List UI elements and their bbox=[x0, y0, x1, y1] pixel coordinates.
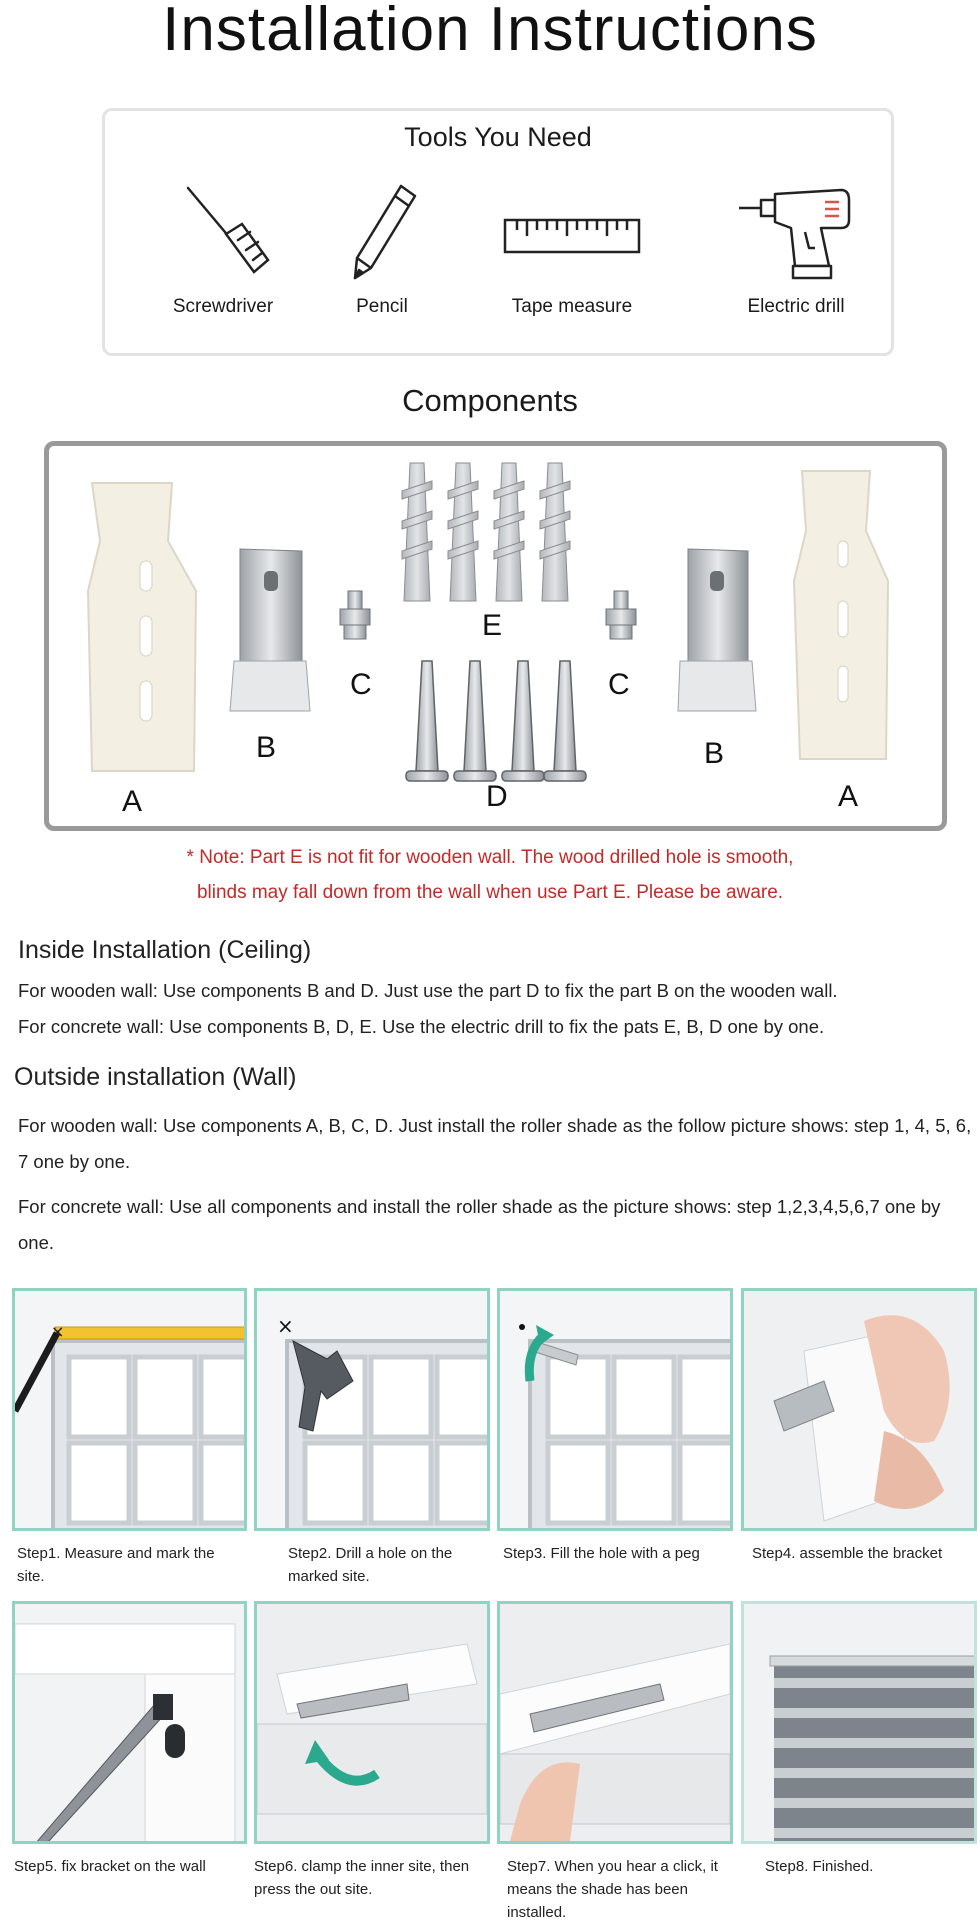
step-3-image bbox=[497, 1288, 733, 1531]
step-5-image bbox=[12, 1601, 247, 1844]
part-label-d: D bbox=[486, 780, 508, 813]
screwdriver-icon bbox=[168, 150, 278, 290]
part-label-c-right: C bbox=[608, 668, 630, 701]
step-4-image bbox=[741, 1288, 977, 1531]
step-1-image bbox=[12, 1288, 247, 1531]
warning-note bbox=[0, 840, 980, 910]
outside-installation-heading: Outside installation (Wall) bbox=[14, 1063, 297, 1091]
part-c-left bbox=[340, 591, 370, 639]
part-a-right bbox=[794, 471, 888, 759]
part-b-right bbox=[678, 549, 756, 711]
part-label-a-left: A bbox=[122, 785, 143, 818]
step-6-image bbox=[254, 1601, 490, 1844]
part-e-plugs bbox=[402, 463, 570, 601]
step-2-image bbox=[254, 1288, 490, 1531]
step-3-caption: Step3. Fill the hole with a peg bbox=[503, 1545, 700, 1562]
part-label-a-right: A bbox=[838, 780, 859, 813]
note-line-2: blinds may fall down from the wall when use Part E. Please be aware. bbox=[196, 882, 784, 903]
note-line-1: * Note: Part E is not fit for wooden wall. The wood drilled hole is smooth, bbox=[186, 847, 794, 868]
part-a-left bbox=[88, 483, 196, 771]
inside-installation-heading: Inside Installation (Ceiling) bbox=[18, 936, 312, 964]
step-1-caption: Step1. Measure and mark the site. bbox=[17, 1545, 215, 1585]
step-5-caption: Step5. fix bracket on the wall bbox=[14, 1858, 206, 1875]
tool-tape-measure bbox=[482, 150, 662, 318]
inside-wooden-line: For wooden wall: Use components B and D. Just use the part D to fix the part B on the wooden wall. bbox=[18, 980, 838, 1001]
tool-label: Tape measure bbox=[511, 296, 633, 317]
tool-label: Electric drill bbox=[747, 296, 845, 317]
electric-drill-icon bbox=[731, 150, 861, 290]
tool-electric-drill bbox=[706, 150, 886, 318]
step-7-caption: Step7. When you hear a click, it means the shade has been installed. bbox=[507, 1858, 718, 1921]
svg-text:×: × bbox=[51, 1322, 65, 1341]
page-title: Installation Instructions bbox=[162, 0, 818, 64]
tools-heading: Tools You Need bbox=[404, 122, 592, 152]
tool-pencil bbox=[292, 150, 472, 318]
step-7-image bbox=[497, 1601, 733, 1844]
part-b-left bbox=[230, 549, 310, 711]
inside-installation-text bbox=[18, 973, 973, 1045]
outside-concrete-paragraph: For concrete wall: Use all components and install the roller shade as the picture shows: step 1,2,3,4,5,6,7 one by one. bbox=[18, 1196, 941, 1253]
part-label-b-right: B bbox=[704, 737, 725, 770]
tool-label: Pencil bbox=[356, 296, 408, 317]
inside-concrete-line: For concrete wall: Use components B, D, E. Use the electric drill to fix the pats E, B, D one by one. bbox=[18, 1016, 825, 1037]
svg-text:×: × bbox=[277, 1314, 294, 1338]
step-8-caption: Step8. Finished. bbox=[765, 1858, 874, 1875]
step-2-caption: Step2. Drill a hole on the marked site. bbox=[288, 1545, 453, 1585]
outside-wooden-paragraph: For wooden wall: Use components A, B, C, D. Just install the roller shade as the follow picture shows: step 1, 4, 5, 6, 7 one by one. bbox=[18, 1115, 972, 1172]
part-label-b-left: B bbox=[256, 731, 277, 764]
part-d-screws bbox=[406, 661, 586, 781]
tool-screwdriver bbox=[133, 150, 313, 318]
step-4-caption: Step4. assemble the bracket bbox=[752, 1545, 943, 1562]
tool-label: Screwdriver bbox=[172, 296, 274, 317]
part-label-e: E bbox=[482, 609, 503, 642]
components-heading: Components bbox=[402, 383, 578, 418]
tape-measure-icon bbox=[497, 150, 647, 290]
step-8-image bbox=[741, 1601, 977, 1844]
part-c-right bbox=[606, 591, 636, 639]
step-6-caption: Step6. clamp the inner site, then press the out site. bbox=[254, 1858, 470, 1898]
pencil-icon bbox=[327, 150, 437, 290]
part-label-c-left: C bbox=[350, 668, 372, 701]
